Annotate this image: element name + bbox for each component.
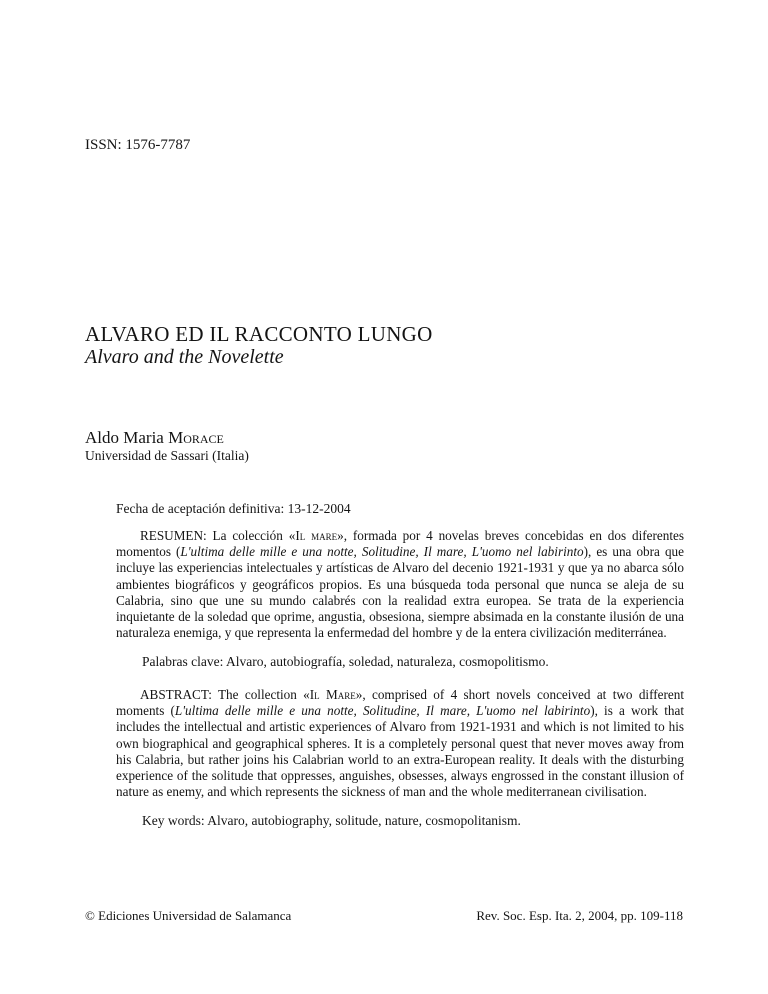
abstract-after-collection: », comprised of 4 short novels conceived at two different moments ( (116, 687, 684, 719)
footer-citation: Rev. Soc. Esp. Ita. 2, 2004, pp. 109-118 (476, 908, 683, 923)
resumen-body: ), es una obra que incluye las experiencias intelectuales y artísticas de Alvaro del decenio 1921-1931 y que ya no abarca sólo ambientes biográficos y geográficos propios. Es una búsqueda toda personal que nunca se aleja de su Calabria, sino que une su mundo calabrés con la realidad extra europea. Se trata de la experiencia inquietante de la soledad que oprime, angustia, obsesiona, siempre absimada en la constante ilusión de una naturaleza enemiga, y que representa la enfermedad del hombre y de la entera civilización mediterránea. (116, 544, 684, 641)
abstract-paragraph (116, 687, 684, 800)
keywords-es: Palabras clave: Alvaro, autobiografía, soledad, naturaleza, cosmopolitismo. (142, 654, 549, 669)
abstract-body: ), is a work that includes the intellectual and artistic experiences of Alvaro from 1921-1931 and which is not limited to his own biographical and geographical spheres. It is a completely personal quest that never moves away from his Calabria, but rather joins his Calabrian world to an extra-European reality. It deals with the disturbing experience of the solitude that oppresses, anguishes, obsesses, always engrossed in the constant illusion of nature as enemy, and which represents the sickness of man and the whole mediterranean civilisation. (116, 703, 685, 800)
abstract-collection: Il Mare (309, 687, 356, 702)
abstract-works: L'ultima delle mille e una notte, Solitudine, Il mare, L'uomo nel labirinto (174, 703, 591, 719)
acceptance-date: Fecha de aceptación definitiva: 13-12-2004 (116, 501, 351, 516)
resumen-after-collection: », formada por 4 novelas breves concebidas en dos diferentes momentos ( (116, 528, 684, 560)
resumen-lead: RESUMEN: La colección « (140, 528, 296, 543)
resumen-works: L'ultima delle mille e una notte, Solitudine, Il mare, L'uomo nel labirinto (180, 544, 584, 560)
article-subtitle: Alvaro and the Novelette (85, 346, 284, 368)
article-title: ALVARO ED IL RACCONTO LUNGO (85, 322, 433, 346)
author-affiliation: Universidad de Sassari (Italia) (85, 448, 249, 463)
abstract-lead: ABSTRACT: The collection « (140, 687, 310, 702)
footer-publisher: © Ediciones Universidad de Salamanca (85, 908, 292, 923)
resumen-paragraph (116, 528, 684, 641)
author-name (85, 428, 224, 448)
author-given-name: Aldo Maria (85, 428, 164, 447)
author-surname: Morace (168, 428, 224, 447)
resumen-collection: Il mare (295, 528, 338, 543)
issn-line: ISSN: 1576-7787 (85, 137, 191, 153)
keywords-en: Key words: Alvaro, autobiography, solitude, nature, cosmopolitanism. (142, 813, 521, 828)
